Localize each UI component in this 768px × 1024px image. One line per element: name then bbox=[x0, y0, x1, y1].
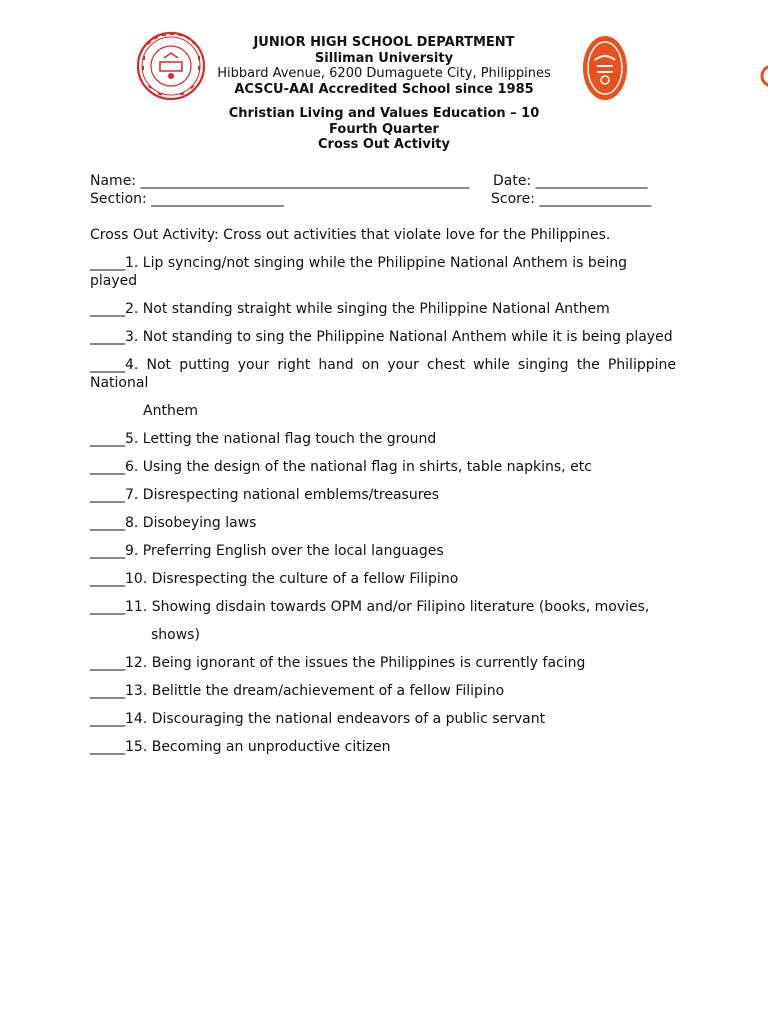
list-item: _____2. Not standing straight while singing the Philippine National Anthem bbox=[90, 301, 610, 317]
list-item: _____10. Disrespecting the culture of a fellow Filipino bbox=[90, 571, 459, 587]
list-item: _____12. Being ignorant of the issues the Philippines is currently facing bbox=[90, 655, 586, 671]
list-item: _____15. Becoming an unproductive citizen bbox=[90, 739, 391, 755]
list-item: _____9. Preferring English over the local languages bbox=[90, 543, 444, 559]
list-item: _____3. Not standing to sing the Philippine National Anthem while it is being played bbox=[90, 329, 673, 345]
school-address: Hibbard Avenue, 6200 Dumaguete City, Philippines bbox=[217, 66, 551, 81]
list-item: _____7. Disrespecting national emblems/treasures bbox=[90, 487, 440, 503]
subject-title: Christian Living and Values Education – 10 bbox=[228, 106, 540, 121]
list-item-continuation: shows) bbox=[151, 627, 200, 643]
list-item-continuation: National bbox=[90, 375, 149, 391]
list-item: _____8. Disobeying laws bbox=[90, 515, 257, 531]
date-field[interactable]: Date: ________________ bbox=[493, 173, 648, 189]
quarter-label: Fourth Quarter bbox=[329, 121, 439, 137]
section-field[interactable]: Section: ___________________ bbox=[90, 191, 285, 207]
list-item: _____1. Lip syncing/not singing while the Philippine National Anthem is being played bbox=[90, 255, 628, 289]
list-item: _____14. Discouraging the national endeavors of a public servant bbox=[90, 711, 546, 727]
name-field[interactable]: Name: _______________________________________________ bbox=[90, 173, 470, 189]
list-item: _____4. Not putting your right hand on your chest while singing the Philippine bbox=[90, 357, 676, 373]
list-item-continuation: Anthem bbox=[143, 403, 199, 419]
list-item: _____13. Belittle the dream/achievement of a fellow Filipino bbox=[90, 683, 505, 699]
list-item: _____5. Letting the national flag touch the ground bbox=[90, 431, 437, 447]
school-header bbox=[0, 35, 768, 97]
activity-title: Cross Out Activity bbox=[318, 137, 450, 152]
activity-content bbox=[90, 226, 676, 766]
activity-header bbox=[0, 106, 768, 153]
score-field[interactable]: Score: ________________ bbox=[491, 191, 652, 207]
accreditation-line: ACSCU-AAI Accredited School since 1985 bbox=[234, 81, 534, 97]
instructions: Cross Out Activity: Cross out activities that violate love for the Philippines. bbox=[90, 227, 611, 243]
university-name: Silliman University bbox=[314, 50, 454, 66]
department-name: JUNIOR HIGH SCHOOL DEPARTMENT bbox=[253, 35, 515, 50]
list-item: _____11. Showing disdain towards OPM and/or Filipino literature (books, movies, bbox=[90, 599, 650, 615]
list-item: _____6. Using the design of the national flag in shirts, table napkins, etc bbox=[90, 459, 592, 475]
student-info-fields bbox=[90, 173, 680, 209]
